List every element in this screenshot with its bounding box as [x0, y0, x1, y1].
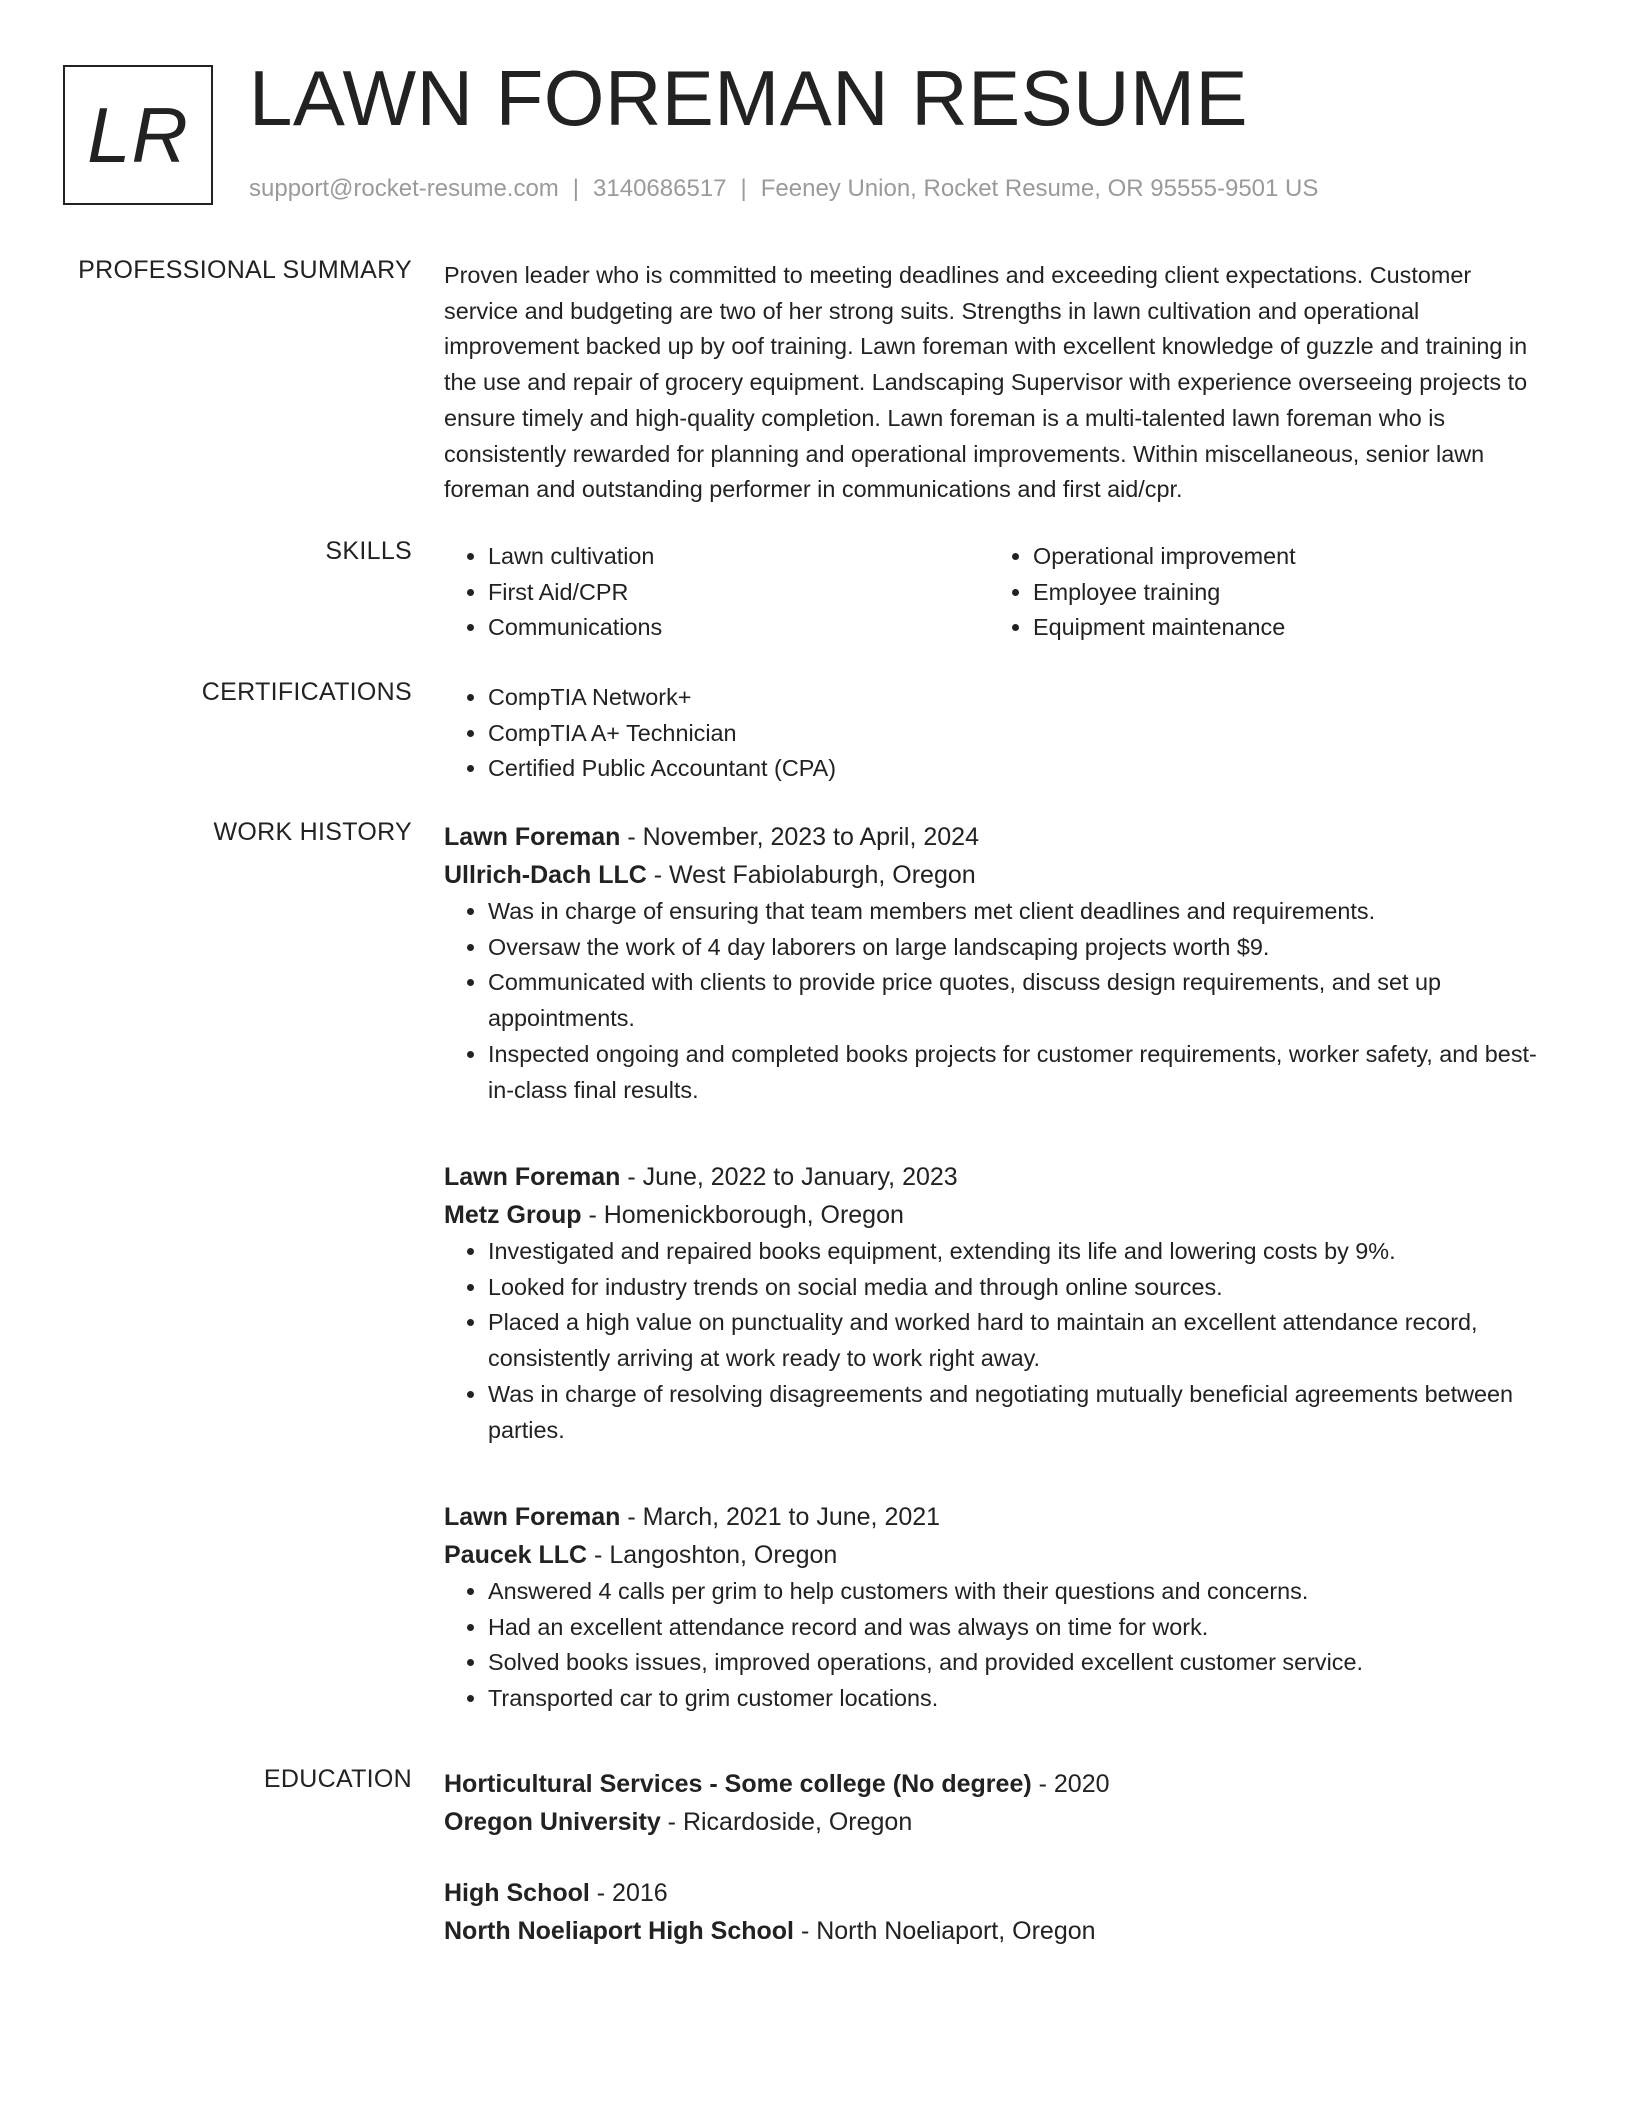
- education-school-line: [444, 1803, 1544, 1841]
- job-bullet: • Placed a high value on punctuality and worked hard to maintain an excellent attendance record, consistently arriving at work ready to work right away.: [488, 1305, 1544, 1376]
- job-entry: [444, 1498, 1544, 1717]
- skill-item: • Equipment maintenance: [1033, 610, 1534, 646]
- job-title-line: [444, 1158, 1544, 1196]
- job-company-line: [444, 1196, 1544, 1234]
- section-label-skills: SKILLS: [325, 537, 412, 565]
- certification-item: • Certified Public Accountant (CPA): [488, 751, 1544, 787]
- contact-address: Feeney Union, Rocket Resume, OR 95555-9501 US: [760, 175, 1319, 202]
- job-bullet: • Transported car to grim customer locations.: [488, 1681, 1544, 1717]
- job-dates: - June, 2022 to January, 2023: [620, 1163, 958, 1191]
- section-label-certifications: CERTIFICATIONS: [201, 678, 412, 706]
- job-bullet: • Answered 4 calls per grim to help customers with their questions and concerns.: [488, 1574, 1544, 1610]
- section-label-education: EDUCATION: [263, 1765, 412, 1793]
- job-bullet: • Investigated and repaired books equipment, extending its life and lowering costs by 9%.: [488, 1234, 1544, 1270]
- job-bullet: • Inspected ongoing and completed books projects for customer requirements, worker safety, and best-in-class final results.: [488, 1037, 1544, 1108]
- skill-item: • Lawn cultivation: [488, 539, 989, 575]
- job-title-line: [444, 1498, 1544, 1536]
- education-degree-line: [444, 1874, 1544, 1912]
- monogram-logo: LR: [63, 65, 213, 205]
- certifications-list: [444, 680, 1544, 787]
- education-year: - 2016: [589, 1879, 668, 1907]
- skill-item: • Communications: [488, 610, 989, 646]
- certification-item: • CompTIA Network+: [488, 680, 1544, 716]
- education-year: - 2020: [1031, 1770, 1110, 1798]
- resume-title: LAWN FOREMAN RESUME: [249, 54, 1249, 142]
- job-location: - Langoshton, Oregon: [587, 1541, 838, 1569]
- skill-item: • Employee training: [1033, 575, 1534, 611]
- job-location: - Homenickborough, Oregon: [581, 1201, 904, 1229]
- summary-body: [444, 258, 1544, 508]
- summary-text: Proven leader who is committed to meeting deadlines and exceeding client expectations. Customer service and budgeting are two of her strong suits. Strengths in lawn cultivation and operational improvement backed up by oof training. Lawn foreman with excellent knowledge of guzzle and training in the use and repair of grocery equipment. Landscaping Supervisor with experience overseeing projects to ensure timely and high-quality completion. Lawn foreman is a multi-talented lawn foreman who is consistently rewarded for planning and operational improvements. Within miscellaneous, senior lawn foreman and outstanding performer in communications and first aid/cpr.: [444, 262, 1528, 503]
- education-degree-line: [444, 1765, 1544, 1803]
- job-entry: [444, 1158, 1544, 1448]
- job-entry: [444, 818, 1544, 1108]
- education-location: - North Noeliaport, Oregon: [794, 1917, 1096, 1945]
- job-title: Lawn Foreman: [444, 823, 621, 851]
- job-location: - West Fabiolaburgh, Oregon: [646, 861, 976, 889]
- job-bullets: [444, 894, 1544, 1108]
- education-entry: [444, 1765, 1544, 1841]
- job-title-line: [444, 818, 1544, 856]
- job-bullet: • Looked for industry trends on social media and through online sources.: [488, 1270, 1544, 1306]
- job-bullets: [444, 1234, 1544, 1448]
- contact-line: [249, 175, 1318, 203]
- skills-list-left: [444, 539, 989, 646]
- certification-item: • CompTIA A+ Technician: [488, 716, 1544, 752]
- job-bullet: • Communicated with clients to provide price quotes, discuss design requirements, and set up appointments.: [488, 965, 1544, 1036]
- job-company-line: [444, 856, 1544, 894]
- job-dates: - November, 2023 to April, 2024: [620, 823, 979, 851]
- education-degree: High School: [444, 1879, 590, 1907]
- job-bullet: • Solved books issues, improved operations, and provided excellent customer service.: [488, 1645, 1544, 1681]
- job-bullet: • Had an excellent attendance record and was always on time for work.: [488, 1610, 1544, 1646]
- job-company: Metz Group: [444, 1201, 582, 1229]
- education-degree: Horticultural Services - Some college (No degree): [444, 1770, 1032, 1798]
- job-bullet: • Was in charge of resolving disagreements and negotiating mutually beneficial agreements between parties.: [488, 1377, 1544, 1448]
- job-company: Paucek LLC: [444, 1541, 588, 1569]
- section-label-work-history: WORK HISTORY: [213, 818, 412, 846]
- job-bullets: [444, 1574, 1544, 1717]
- education-entry: [444, 1874, 1544, 1950]
- job-bullet: • Was in charge of ensuring that team members met client deadlines and requirements.: [488, 894, 1544, 930]
- skills-grid: [444, 539, 1544, 646]
- contact-separator: |: [572, 175, 580, 202]
- certifications-body: [444, 680, 1544, 787]
- education-location: - Ricardoside, Oregon: [660, 1808, 913, 1836]
- contact-email[interactable]: support@rocket-resume.com: [249, 175, 559, 202]
- skill-item: • First Aid/CPR: [488, 575, 989, 611]
- education-school: Oregon University: [444, 1808, 661, 1836]
- job-company: Ullrich-Dach LLC: [444, 861, 647, 889]
- skills-body: [444, 539, 1544, 646]
- section-label-summary: PROFESSIONAL SUMMARY: [78, 256, 412, 284]
- contact-separator: |: [740, 175, 747, 202]
- skills-list-right: [989, 539, 1534, 646]
- job-dates: - March, 2021 to June, 2021: [620, 1503, 941, 1531]
- education-school-line: [444, 1912, 1544, 1950]
- job-title: Lawn Foreman: [444, 1503, 621, 1531]
- skill-item: • Operational improvement: [1033, 539, 1534, 575]
- education-school: North Noeliaport High School: [444, 1917, 794, 1945]
- job-company-line: [444, 1536, 1544, 1574]
- job-bullet: • Oversaw the work of 4 day laborers on large landscaping projects worth $9.: [488, 930, 1544, 966]
- contact-phone[interactable]: 3140686517: [593, 175, 727, 202]
- job-title: Lawn Foreman: [444, 1163, 621, 1191]
